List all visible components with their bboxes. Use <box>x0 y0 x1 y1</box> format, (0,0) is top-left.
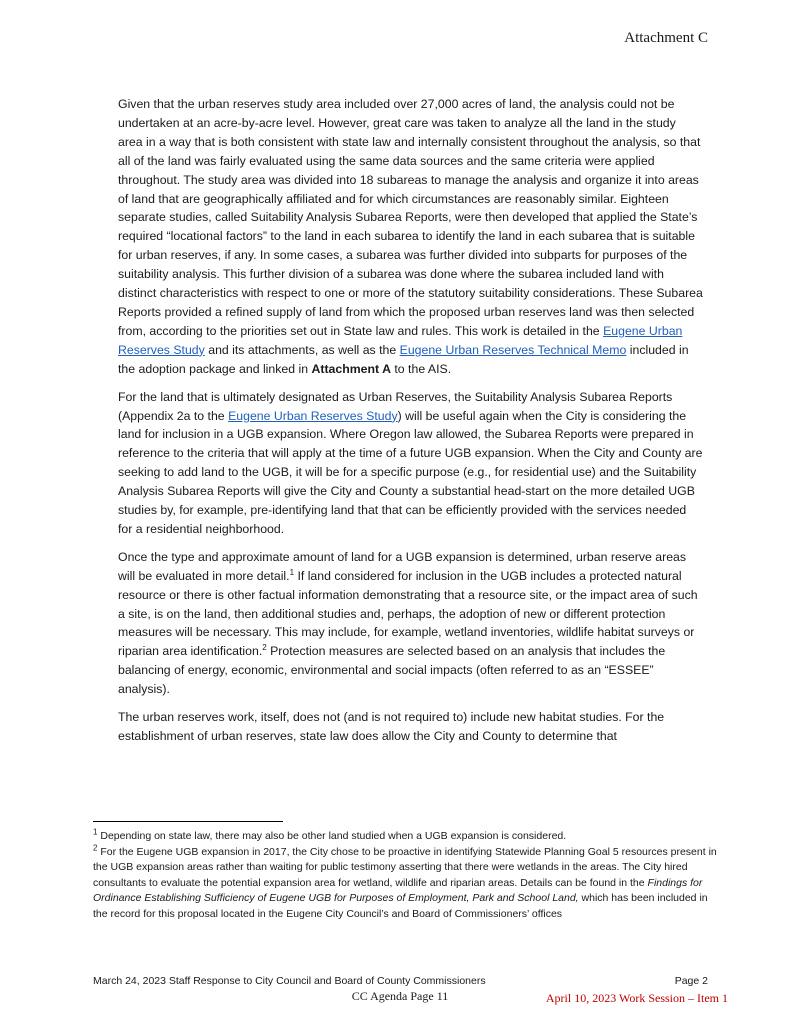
footnote-number: 1 <box>93 827 98 837</box>
main-body <box>118 95 703 755</box>
findings-title: Findings for Ordinance Establishing Sufficiency of Eugene UGB for Purposes of Employment, Park and School Land, <box>93 876 703 904</box>
footnote-text: For the Eugene UGB expansion in 2017, the City chose to be proactive in identifying Statewide Planning Goal 5 resources present in the UGB expansion areas rather than waiting for public testimony asserting that there were wetlands in the areas. The City hired consultants to evaluate the potential expansion area for wetland, wildlife and riparian areas. Details can be found in the <box>93 845 717 889</box>
text-run: Protection measures are selected based on an analysis that includes the balancing of energy, economic, environmental and social impacts (often referred to as an “ESSEE” analysis). <box>118 644 666 697</box>
text-run: included in the adoption package and linked in <box>118 342 689 376</box>
footer-description: March 24, 2023 Staff Response to City Council and Board of County Commissioners <box>93 975 486 987</box>
footnote-ref-2: 2 <box>262 643 267 653</box>
text-run: Given that the urban reserves study area included over 27,000 acres of land, the analysis could not be undertaken at an acre-by-acre level. However, great care was taken to analyze all the land in the study area in a way that is both consistent with state law and internally consistent throughout the analysis, so that all of the land was fairly evaluated using the same data sources and the same criteria were applied throughout. The study area was divided into 18 subareas to manage the analysis and organize it into areas of land that are geographically affiliated and for which circumstances are reasonably similar. Eighteen separate studies, called Suitability Analysis Subarea Reports, were then developed that applied the State’s required “locational factors” to the land in each subarea to identify the land in each subarea that is suitable for urban reserves, if any. In some cases, a subarea was further divided into subparts for purposes of the suitability analysis. This further division of a subarea was done where the subarea included land with distinct characteristics with respect to one or more of the statutory suitability considerations. These Subarea Reports provided a refined supply of land from which the proposed urban reserves land was then selected from, according to the priorities set out in State law and rules. This work is detailed in the <box>118 97 703 338</box>
paragraph-habitat-studies <box>118 708 703 746</box>
work-session-label: April 10, 2023 Work Session – Item 1 <box>545 991 728 1005</box>
text-run: and its attachments, as well as the <box>204 342 400 357</box>
footnote-2 <box>93 845 718 923</box>
attachment-a-ref: Attachment A <box>311 361 391 376</box>
urban-reserves-study-link[interactable]: Eugene Urban Reserves Study <box>118 323 683 357</box>
text-run: Once the type and approximate amount of land for a UGB expansion is determined, urban reserve areas will be evaluated in more detail. <box>118 549 687 583</box>
footnote-1 <box>93 829 718 845</box>
agenda-page: CC Agenda Page 11 <box>351 989 449 1003</box>
text-run: For the land that is ultimately designated as Urban Reserves, the Suitability Analysis Subarea Reports (Appendix 2a to the <box>118 389 673 423</box>
text-run: If land considered for inclusion in the UGB includes a protected natural resource or there is other factual information demonstrating that a resource site, or the impact area of such a site, is on the land, then additional studies and, perhaps, the adoption of new or different protection measures will be necessary. This may include, for example, wetland inventories, wildlife habitat surveys or riparian area identification. <box>118 568 698 659</box>
text-run: The urban reserves work, itself, does not (and is not required to) include new habitat studies. For the establishment of urban reserves, state law does allow the City and County to determine that <box>118 710 665 743</box>
footnote-number: 2 <box>93 843 98 852</box>
footnote-text: which has been included in the record for this proposal located in the Eugene City Council’s and Board of Commissioners’ offices <box>93 892 708 920</box>
footnote-text: Depending on state law, there may also be other land studied when a UGB expansion is considered. <box>97 830 567 842</box>
technical-memo-link[interactable]: Eugene Urban Reserves Technical Memo <box>399 342 627 357</box>
text-run: to the AIS. <box>390 361 452 376</box>
footnote-separator <box>93 821 283 822</box>
attachment-label: Attachment C <box>624 30 708 46</box>
paragraph-subarea-reports <box>118 388 703 539</box>
paragraph-ugb-expansion <box>118 548 703 699</box>
page-number: Page 2 <box>674 975 708 987</box>
paragraph-study-area <box>118 95 703 379</box>
footnote-ref-1: 1 <box>289 567 295 577</box>
urban-reserves-study-link[interactable]: Eugene Urban Reserves Study <box>228 408 398 423</box>
text-run: ) will be useful again when the City is considering the land for inclusion in a UGB expansion. Where Oregon law allowed, the Subarea Reports were prepared in reference to the criteria that will apply at the time of a future UGB expansion. When the City and County are seeking to add land to the UGB, it will be for a specific purpose (e.g., for residential use) and the Suitability Analysis Subarea Reports will give the City and County a substantial head-start on the more detailed UGB studies by, for example, pre-identifying land that that can be efficiently provided with the services needed for a residential neighborhood. <box>118 408 703 536</box>
footnotes <box>93 829 718 922</box>
